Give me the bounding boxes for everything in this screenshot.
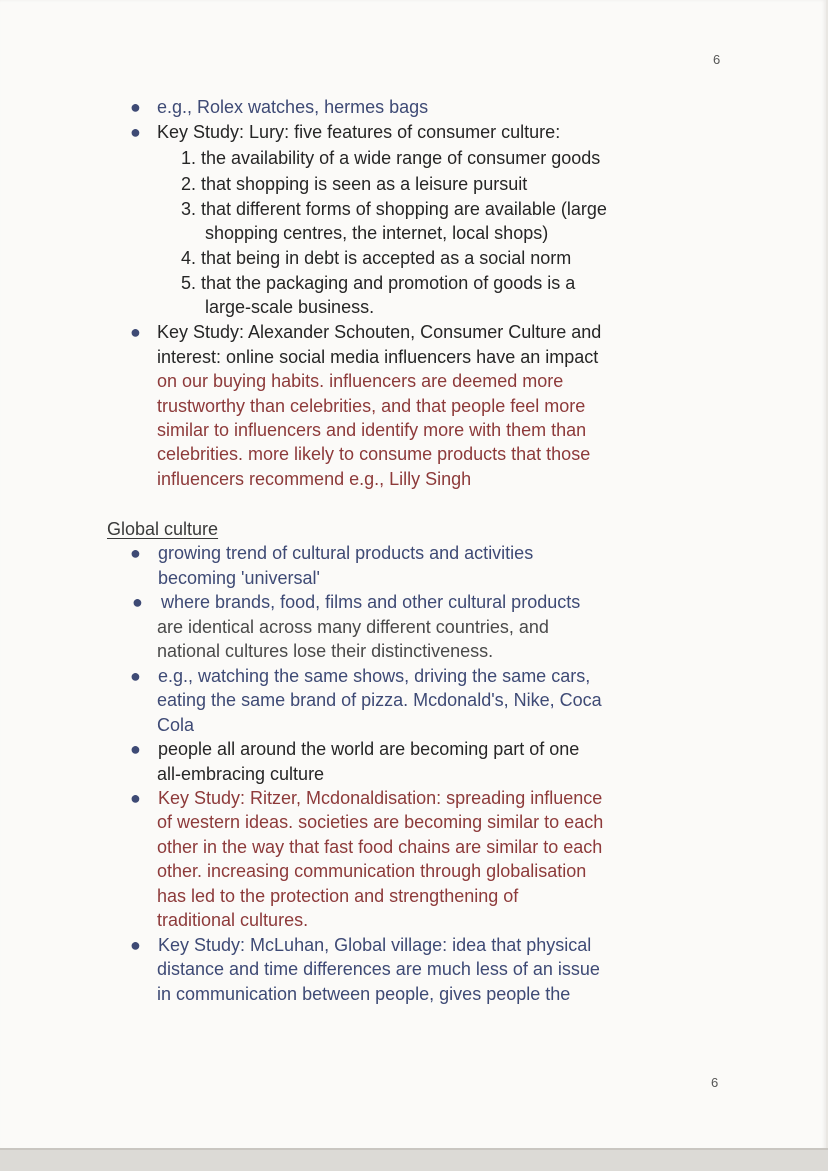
numbered-item: 1. the availability of a wide range of consumer goods	[181, 148, 601, 168]
list-item: Key Study: Ritzer, Mcdonaldisation: spreading influence	[158, 788, 603, 808]
bullet-icon: ●	[130, 122, 141, 142]
list-item: celebrities. more likely to consume products that those	[157, 444, 591, 464]
list-item: e.g., watching the same shows, driving the same cars,	[158, 666, 591, 686]
scan-background	[0, 1150, 828, 1171]
list-item: Key Study: McLuhan, Global village: idea that physical	[158, 935, 592, 955]
list-item: Cola	[157, 715, 195, 735]
bullet-icon: ●	[130, 543, 141, 563]
list-item: where brands, food, films and other cultural products	[161, 592, 581, 612]
list-item: becoming 'universal'	[158, 568, 320, 588]
list-item: influencers recommend e.g., Lilly Singh	[157, 469, 472, 489]
list-item: other in the way that fast food chains are similar to each	[157, 837, 603, 857]
page-number-bottom: 6	[711, 1075, 719, 1090]
list-item: traditional cultures.	[157, 910, 309, 930]
numbered-item: large-scale business.	[205, 297, 375, 317]
list-item: Key Study: Alexander Schouten, Consumer Culture and	[157, 322, 602, 342]
numbered-item: shopping centres, the internet, local shops)	[205, 223, 549, 243]
numbered-item: 3. that different forms of shopping are available (large	[181, 199, 607, 219]
list-item: interest: online social media influencers have an impact	[157, 347, 599, 367]
bullet-icon: ●	[130, 322, 141, 342]
list-item: trustworthy than celebrities, and that people feel more	[157, 396, 586, 416]
numbered-item: 2. that shopping is seen as a leisure pursuit	[181, 174, 528, 194]
list-item: on our buying habits. influencers are deemed more	[157, 371, 564, 391]
list-item: national cultures lose their distinctiveness.	[157, 641, 494, 661]
list-item: other. increasing communication through globalisation	[157, 861, 587, 881]
list-item: people all around the world are becoming part of one	[158, 739, 580, 759]
numbered-item: 4. that being in debt is accepted as a social norm	[181, 248, 572, 268]
list-item: distance and time differences are much less of an issue	[157, 959, 600, 979]
bullet-icon: ●	[132, 592, 143, 612]
list-item: growing trend of cultural products and activities	[158, 543, 534, 563]
list-item: similar to influencers and identify more with them than	[157, 420, 587, 440]
list-item: all-embracing culture	[157, 764, 325, 784]
list-item: Key Study: Lury: five features of consumer culture:	[157, 122, 561, 142]
bullet-icon: ●	[130, 739, 141, 759]
list-item: has led to the protection and strengthening of	[157, 886, 519, 906]
numbered-item: 5. that the packaging and promotion of goods is a	[181, 273, 576, 293]
bullet-icon: ●	[130, 788, 141, 808]
page-number-top: 6	[713, 52, 721, 67]
list-item: e.g., Rolex watches, hermes bags	[157, 97, 429, 117]
list-item: are identical across many different countries, and	[157, 617, 549, 637]
section-title: Global culture	[107, 519, 219, 539]
list-item: eating the same brand of pizza. Mcdonald's, Nike, Coca	[157, 690, 602, 710]
bullet-icon: ●	[130, 666, 141, 686]
bullet-icon: ●	[130, 935, 141, 955]
bullet-icon: ●	[130, 97, 141, 117]
list-item: of western ideas. societies are becoming similar to each	[157, 812, 604, 832]
list-item: in communication between people, gives people the	[157, 984, 571, 1004]
